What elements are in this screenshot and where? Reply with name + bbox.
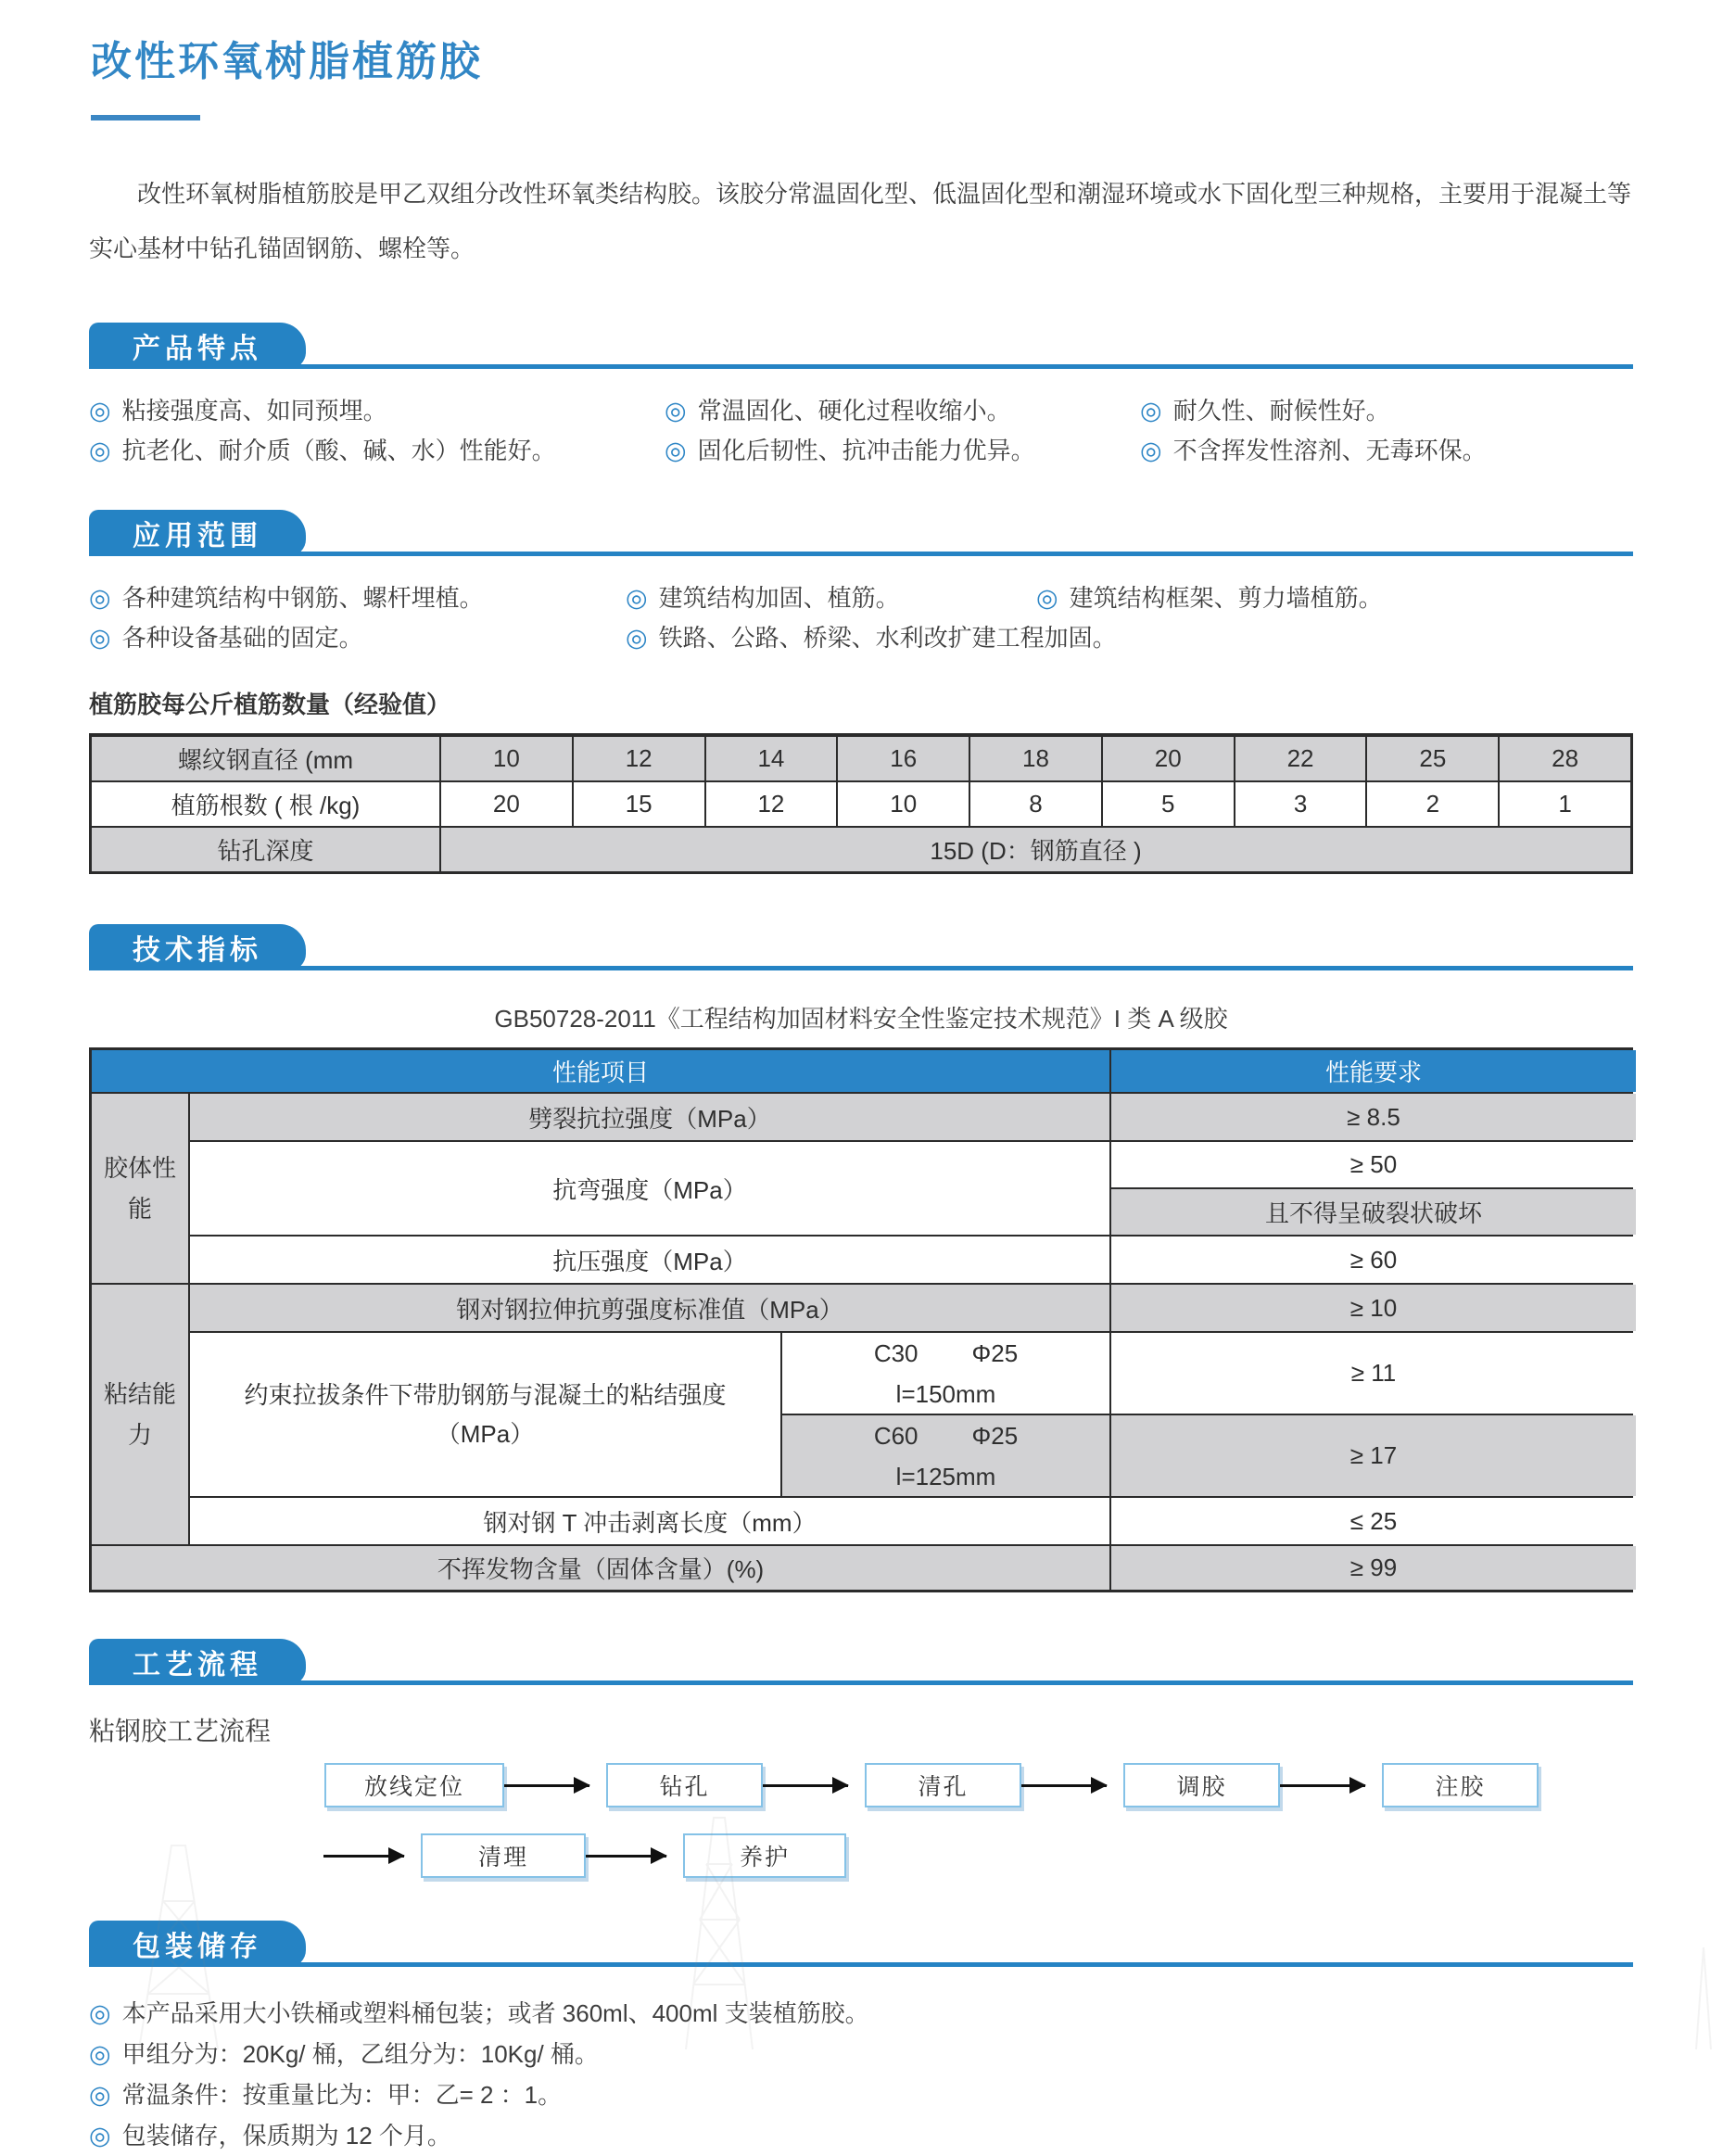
feature-item (1140, 391, 1633, 431)
concrete-grade: C30 (873, 1338, 919, 1367)
bullet-icon: ◎ (89, 397, 111, 425)
bullet-icon: ◎ (89, 2122, 111, 2150)
process-step: 注胶 (1382, 1763, 1539, 1807)
feature-item (1140, 431, 1633, 471)
feature-text: 不含挥发性溶剂、无毒环保。 (1172, 437, 1487, 464)
bullet-icon: ◎ (89, 584, 111, 612)
tech-row-req: ≥ 50 (1111, 1142, 1636, 1187)
feature-text: 抗老化、耐介质（酸、碱、水）性能好。 (121, 437, 556, 464)
rebar-diameter: 12 (574, 737, 704, 780)
tech-row-req: ≥ 99 (1111, 1546, 1636, 1590)
rebar-count-label: 植筋根数 ( 根 /kg) (92, 782, 439, 826)
tech-group-bond: 粘结能力 (92, 1285, 188, 1544)
rebar-header-label: 螺纹钢直径 (mm (92, 737, 439, 780)
tech-condition-c60 (782, 1415, 1109, 1496)
bullet-icon: ◎ (89, 1999, 111, 2027)
section-badge-tech: 技术指标 (89, 924, 306, 970)
page-title: 改性环氧树脂植筋胶 (91, 39, 483, 84)
tech-row-req: ≤ 25 (1111, 1498, 1636, 1544)
applications-list (89, 578, 1633, 658)
anchor-length: l=125mm (895, 1462, 996, 1490)
tech-row-req: ≥ 8.5 (1111, 1094, 1636, 1140)
rebar-count: 8 (970, 782, 1101, 826)
tech-row-req: ≥ 60 (1111, 1237, 1636, 1283)
packaging-text: 甲组分为：20Kg/ 桶，乙组分为：10Kg/ 桶。 (121, 2040, 599, 2068)
process-step: 钻孔 (606, 1763, 763, 1807)
rebar-diameter: 14 (706, 737, 837, 780)
process-step: 放线定位 (324, 1763, 504, 1807)
process-subtitle: 粘钢胶工艺流程 (89, 1717, 272, 1745)
tech-spec-table (89, 1047, 1633, 1592)
section-badge-features: 产品特点 (89, 323, 306, 369)
section-rule (89, 552, 1633, 556)
tech-col-header-item: 性能项目 (92, 1050, 1109, 1092)
bullet-icon: ◎ (626, 624, 648, 652)
packaging-text: 本产品采用大小铁桶或塑料桶包装；或者 360ml、400ml 支装植筋胶。 (121, 1999, 869, 2027)
process-flow-row1 (324, 1763, 1723, 1807)
tech-row-label: 抗压强度（MPa） (190, 1237, 1109, 1283)
process-step: 养护 (683, 1833, 846, 1878)
tech-standard-note: GB50728-2011《工程结构加固材料安全性鉴定技术规范》I 类 A 级胶 (494, 1005, 1228, 1033)
tech-row-label: 钢对钢 T 冲击剥离长度（mm） (190, 1498, 1109, 1544)
bullet-icon: ◎ (1140, 397, 1162, 425)
tech-row-label: 劈裂抗拉强度（MPa） (190, 1094, 1109, 1140)
process-flow-row2 (323, 1833, 1723, 1878)
flow-arrow-icon (586, 1855, 666, 1858)
tech-condition-c30 (782, 1333, 1109, 1414)
rebar-count-table (89, 733, 1633, 874)
bullet-icon: ◎ (89, 437, 111, 464)
packaging-item (89, 2115, 1633, 2156)
packaging-item (89, 1993, 1633, 2034)
feature-item (89, 431, 665, 471)
rebar-count: 10 (838, 782, 969, 826)
rebar-diameter: 20 (1103, 737, 1234, 780)
tech-row-label: 不挥发物含量（固体含量）(%) (92, 1546, 1109, 1590)
feature-item (665, 391, 1140, 431)
tech-row-label: 抗弯强度（MPa） (190, 1142, 1109, 1235)
feature-text: 常温固化、硬化过程收缩小。 (697, 397, 1011, 425)
section-header-packaging (89, 1921, 1633, 1967)
flow-arrow-icon (763, 1784, 848, 1787)
drill-depth-value: 15D (D：钢筋直径 ) (441, 828, 1630, 871)
rebar-diameter: 10 (441, 737, 572, 780)
feature-text: 耐久性、耐候性好。 (1172, 397, 1390, 425)
process-step: 清理 (421, 1833, 586, 1878)
bullet-icon: ◎ (626, 584, 648, 612)
section-rule (89, 1680, 1633, 1685)
rebar-diameter: 28 (1500, 737, 1630, 780)
packaging-list (89, 1993, 1633, 2156)
bullet-icon: ◎ (1140, 437, 1162, 464)
section-header-process (89, 1639, 1633, 1685)
drill-depth-label: 钻孔深度 (92, 828, 439, 871)
rebar-diameter: 16 (838, 737, 969, 780)
application-text: 建筑结构框架、剪力墙植筋。 (1069, 584, 1383, 612)
tech-row-req: 且不得呈破裂状破坏 (1111, 1189, 1636, 1235)
section-rule (89, 966, 1633, 970)
application-item (1036, 618, 1633, 658)
flow-arrow-icon (1021, 1784, 1107, 1787)
rebar-count: 20 (441, 782, 572, 826)
packaging-text: 常温条件：按重量比为：甲：乙= 2 ：1。 (121, 2081, 563, 2109)
bullet-icon: ◎ (665, 397, 687, 425)
rebar-diameter-spec: Φ25 (971, 1421, 1019, 1450)
rebar-count: 15 (574, 782, 704, 826)
application-item (89, 578, 626, 618)
rebar-diameter: 22 (1235, 737, 1366, 780)
process-step: 清孔 (865, 1763, 1021, 1807)
section-rule (89, 364, 1633, 369)
section-rule (89, 1962, 1633, 1967)
anchor-length: l=150mm (895, 1379, 996, 1408)
rebar-count: 1 (1500, 782, 1630, 826)
application-text: 铁路、公路、桥梁、水利改扩建工程加固。 (658, 624, 1117, 652)
feature-item (89, 391, 665, 431)
tech-col-header-req: 性能要求 (1111, 1050, 1636, 1092)
flow-arrow-icon (1280, 1784, 1365, 1787)
flow-arrow-icon (323, 1855, 404, 1858)
title-underline (91, 115, 200, 120)
section-header-applications (89, 510, 1633, 556)
application-text: 建筑结构加固、植筋。 (658, 584, 900, 612)
tech-group-body: 胶体性能 (92, 1094, 188, 1283)
tech-row-label-line2: （MPa） (436, 1420, 535, 1448)
process-step: 调胶 (1123, 1763, 1280, 1807)
feature-text: 固化后韧性、抗冲击能力优异。 (697, 437, 1035, 464)
rebar-count: 2 (1367, 782, 1498, 826)
flow-arrow-icon (504, 1784, 589, 1787)
section-badge-applications: 应用范围 (89, 510, 306, 556)
bullet-icon: ◎ (89, 2081, 111, 2109)
tech-row-req: ≥ 11 (1111, 1333, 1636, 1414)
tech-row-label (190, 1333, 780, 1496)
application-item (1036, 578, 1633, 618)
rebar-diameter-spec: Φ25 (971, 1338, 1019, 1367)
bullet-icon: ◎ (89, 624, 111, 652)
features-list (89, 391, 1633, 471)
section-badge-packaging: 包装储存 (89, 1921, 306, 1967)
feature-item (665, 431, 1140, 471)
section-header-features (89, 323, 1633, 369)
application-item (626, 578, 1036, 618)
rebar-diameter: 25 (1367, 737, 1498, 780)
application-item (626, 618, 1117, 658)
packaging-item (89, 2034, 1633, 2074)
section-header-tech (89, 924, 1633, 970)
tech-row-req: ≥ 10 (1111, 1285, 1636, 1331)
packaging-text: 包装储存，保质期为 12 个月。 (121, 2122, 451, 2150)
tech-condition-line (874, 1333, 1018, 1374)
tech-row-label: 钢对钢拉伸抗剪强度标准值（MPa） (190, 1285, 1109, 1331)
bullet-icon: ◎ (89, 2040, 111, 2068)
tech-condition-line (874, 1415, 1018, 1456)
rebar-count: 5 (1103, 782, 1234, 826)
feature-text: 粘接强度高、如同预埋。 (121, 397, 387, 425)
application-text: 各种设备基础的固定。 (121, 624, 363, 652)
rebar-table-title: 植筋胶每公斤植筋数量（经验值） (89, 691, 451, 718)
intro-paragraph: 改性环氧树脂植筋胶是甲乙双组分改性环氧类结构胶。该胶分常温固化型、低温固化型和潮湿环境或水下固化型三种规格，主要用于混凝土等实心基材中钻孔锚固钢筋、螺栓等。 (89, 180, 1632, 262)
application-text: 各种建筑结构中钢筋、螺杆埋植。 (121, 584, 484, 612)
rebar-count: 3 (1235, 782, 1366, 826)
rebar-diameter: 18 (970, 737, 1101, 780)
application-item (89, 618, 626, 658)
bullet-icon: ◎ (1036, 584, 1058, 612)
rebar-count: 12 (706, 782, 837, 826)
bullet-icon: ◎ (665, 437, 687, 464)
concrete-grade: C60 (873, 1421, 919, 1450)
packaging-item (89, 2074, 1633, 2115)
section-badge-process: 工艺流程 (89, 1639, 306, 1685)
tech-row-label-line1: 约束拉拔条件下带肋钢筋与混凝土的粘结强度 (244, 1381, 727, 1409)
tech-row-req: ≥ 17 (1111, 1415, 1636, 1496)
